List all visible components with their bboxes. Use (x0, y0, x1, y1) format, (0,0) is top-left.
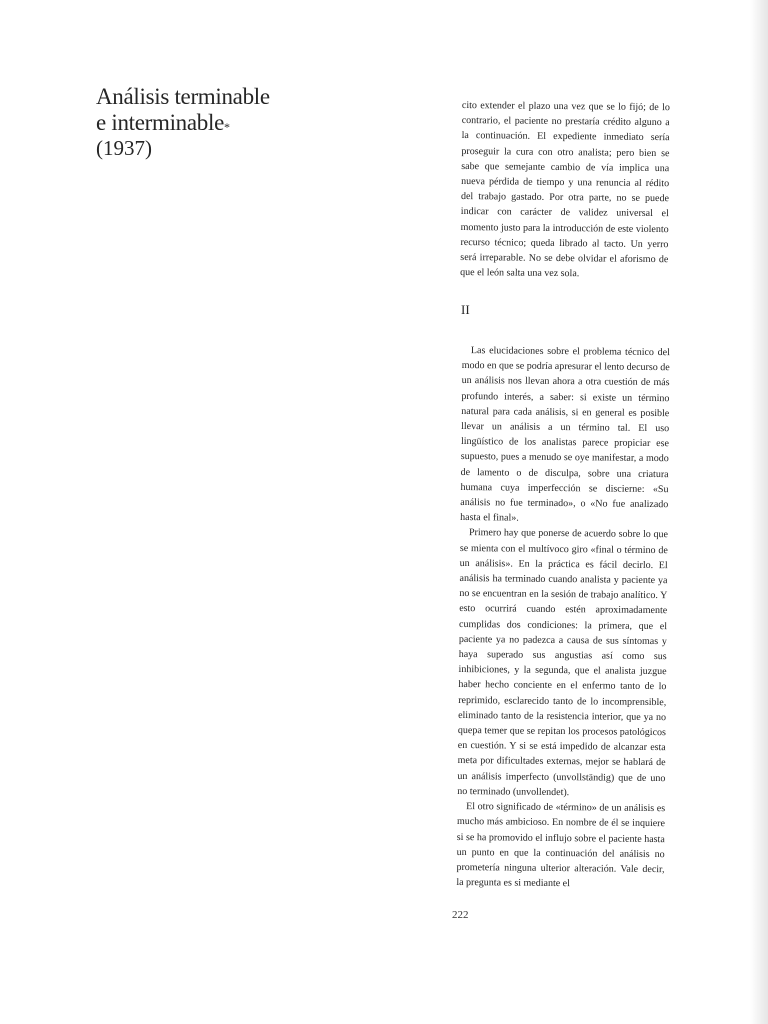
column-main-text (456, 343, 670, 892)
scan-shadow-edge (750, 0, 768, 1024)
chapter-title-line-2 (96, 110, 336, 136)
body-paragraph-2: Primero hay que ponerse de acuerdo sobre lo que se mienta con el multívoco giro «final o término de un análisis». En la práctica es fácil decirlo. El análisis ha terminado cuando analista y paciente ya no se encuentran en la sesión de trabajo analítico. Y esto ocurrirá cuando estén aproximadamente cumplidas dos condiciones: la primera, que el paciente ya no padezca a causa de sus síntomas y haya superado sus angustias así como sus inhibiciones, y la segunda, que el analista juzgue haber hecho conciente en el enfermo tanto de lo reprimido, esclarecido tanto de lo incomprensible, eliminado tanto de la resistencia interior, que ya no quepa temer que se repitan los procesos patológicos en cuestión. Y si se está impedido de alcanzar esta meta por dificultades externas, mejor se hablará de un análisis imperfecto (unvollständig) que de uno no terminado (unvollendet). (457, 527, 669, 799)
chapter-title-line-2-text: e interminable (96, 110, 224, 135)
page-number: 222 (452, 909, 469, 921)
chapter-title-block (96, 84, 336, 160)
footnote-mark: * (224, 120, 230, 134)
chapter-year: (1937) (96, 136, 152, 160)
section-heading: II (461, 302, 470, 317)
continuation-paragraph: cito extender el plazo una vez que se lo fijó; de lo contrario, el paciente no prestaría crédito alguno a la continuación. El expediente inmediato sería proseguir la cura con otro analista; pero bien se sabe que semejante cambio de vía implica una nueva pérdida de tiempo y una renuncia al rédito del trabajo gastado. Por otra parte, no se puede indicar con carácter de validez universal el momento justo para la introducción de este violento recurso técnico; queda librado al tacto. Un yerro será irreparable. No se debe olvidar el aforismo de que el león salta una vez sola. (460, 99, 670, 280)
chapter-title-line-1: Análisis terminable (96, 84, 270, 109)
column-top-text (460, 98, 670, 283)
body-paragraph-1: Las elucidaciones sobre el problema técnico del modo en que se podría apresurar el lento decurso de un análisis nos llevan ahora a otra cuestión de más profundo interés, a saber: si existe un término natural para cada análisis, si en general es posible llevar un análisis a un término tal. El uso lingüístico de los analistas parece propiciar ese supuesto, pues a menudo se oye manifestar, a modo de lamento o de disculpa, sobre una criatura humana cuya imperfección se discierne: «Su análisis no fue terminado», o «No fue analizado hasta el final». (460, 345, 670, 524)
body-paragraph-3: El otro significado de «término» de un análisis es mucho más ambicioso. En nombre de él se inquiere si se ha promovido el influjo sobre el paciente hasta un punto en que la continuación del análisis no prometería ninguna ulterior alteración. Vale decir, la pregunta es si mediante el (456, 801, 666, 890)
